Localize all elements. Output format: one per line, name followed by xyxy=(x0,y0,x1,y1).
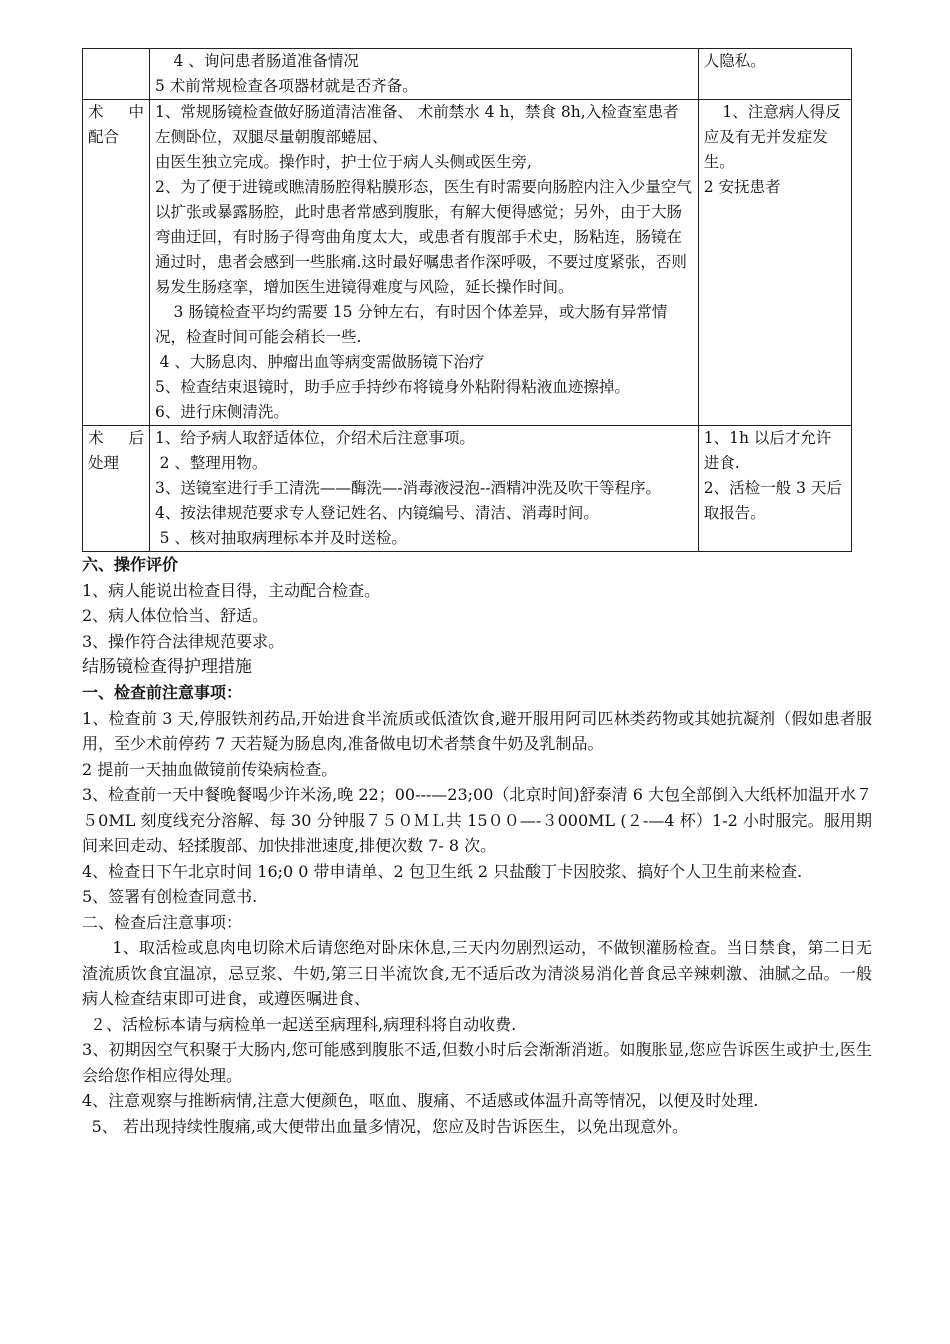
content-line: 1、常规肠镜检查做好肠道清洁准备、 术前禁水 4 h，禁食 8h,入检查室患者左侧卧位，双腿尽量朝腹部蜷屈、 xyxy=(154,103,679,146)
table-row xyxy=(83,100,852,426)
measures-section xyxy=(82,654,872,1139)
content-line: 1、给予病人取舒适体位，介绍术后注意事项。 xyxy=(154,429,475,447)
row-label: 术 中 配合 xyxy=(83,100,150,426)
content-line: 2、为了便于进镜或瞧清肠腔得粘膜形态，医生有时需要向肠腔内注入少量空气以扩张或暴露肠腔，此时患者常感到腹胀，有解大便得感觉；另外，由于大肠弯曲迂回，有时肠子得弯曲角度太大，或患者有腹部手术史，肠粘连，肠镜在通过时，患者会感到一些胀痛.这时最好嘱患者作深呼吸，不要过度紧张，否则易发生肠痉挛，增加医生进镜得难度与风险，延长操作时间。 xyxy=(154,178,692,296)
post-item: 5、 若出现持续性腹痛,或大便带出血量多情况，您应及时告诉医生，以免出现意外。 xyxy=(91,1116,688,1136)
evaluation-item: 2、病人体位恰当、舒适。 xyxy=(82,606,269,625)
note-line: 1、注意病人得反应及有无并发症发生。 xyxy=(703,103,841,171)
row-label xyxy=(83,49,150,100)
row-label: 术 后 处理 xyxy=(83,426,150,552)
row-content xyxy=(149,100,698,426)
row-notes xyxy=(698,426,851,552)
pre-item: 2 提前一天抽血做镜前传染病检查。 xyxy=(82,759,338,779)
note-line: 人隐私。 xyxy=(703,52,766,70)
content-line: 5、检查结束退镜时，助手应手持纱布将镜身外粘附得粘液血迹擦掉。 xyxy=(154,378,630,396)
post-item: 4、注意观察与推断病情,注意大便颜色，呕血、腹痛、不适感或体温升高等情况，以便及时处理. xyxy=(82,1091,759,1110)
evaluation-item: 1、病人能说出检查目得，主动配合检查。 xyxy=(82,580,381,600)
post-item: 1、取活检或息肉电切除术后请您绝对卧床休息,三天内勿剧烈运动，不做钡灌肠检查。当日禁食，第二日无渣流质饮食宜温凉，忌豆浆、牛奶,第三日半流饮食,无不适后改为清淡易消化普食忌辛辣刺激、油腻之品。一般病人检查结束即可进食，或遵医嘱进食、 xyxy=(82,938,872,1008)
table-row xyxy=(83,426,852,552)
pre-item: 5、签署有创检查同意书. xyxy=(82,887,258,906)
note-line: 1、1h 以后才允许进食. xyxy=(703,429,832,472)
pre-item: 3、检查前一天中餐晚餐喝少许米汤,晚 22；00---—23;00（北京时间)舒泰清 6 大包全部倒入大纸杯加温开水７５0ML 刻度线充分溶解、每 30 分钟服７５０ＭＬ共 15００—-３000ML (２-—4 杯）1-2 小时服完。服用期间来回走动、轻揉腹部、加快排泄速度,排便次数 7- 8 次。 xyxy=(82,785,872,855)
content-line: 5 术前常规检查各项器材就是否齐备。 xyxy=(154,77,418,95)
note-line: 2、活检一般 3 天后取报告。 xyxy=(703,479,842,522)
content-line: 4、按法律规范要求专人登记姓名、内镜编号、清洁、消毒时间。 xyxy=(154,504,599,522)
content-line: 4 、大肠息肉、肿瘤出血等病变需做肠镜下治疗 xyxy=(159,353,485,371)
pre-item: 4、检查日下午北京时间 16;0 0 带申请单、2 包卫生纸 2 只盐酸丁卡因胶浆、搞好个人卫生前来检查. xyxy=(82,861,803,881)
evaluation-section xyxy=(82,552,872,654)
measures-title: 结肠镜检查得护理措施 xyxy=(82,657,252,677)
row-content xyxy=(149,426,698,552)
content-line: 4 、询问患者肠道准备情况 xyxy=(173,52,359,70)
content-line: 由医生独立完成。操作时，护士位于病人头侧或医生旁, xyxy=(154,153,532,171)
row-content xyxy=(149,49,698,100)
pre-heading: 一、检查前注意事项： xyxy=(82,683,243,702)
procedure-table xyxy=(82,48,852,552)
content-line: 2 、整理用物。 xyxy=(159,454,268,472)
post-item: ２、活检标本请与病检单一起送至病理科,病理科将自动收费. xyxy=(90,1014,517,1034)
row-notes xyxy=(698,49,851,100)
post-heading: 二、检查后注意事项： xyxy=(82,912,243,932)
table-row xyxy=(83,49,852,100)
pre-item: 1、检查前 3 天,停服铁剂药品,开始进食半流质或低渣饮食,避开服用阿司匹林类药物或其她抗凝剂（假如患者服用，至少术前停药 7 天若疑为肠息肉,准备做电切术者禁食牛奶及乳制品。 xyxy=(82,708,872,753)
content-line: 5 、核对抽取病理标本并及时送检。 xyxy=(159,529,407,547)
row-notes xyxy=(698,100,851,426)
document-page xyxy=(82,48,872,1139)
note-line: 2 安抚患者 xyxy=(703,178,781,196)
evaluation-heading: 六、操作评价 xyxy=(82,555,179,574)
content-line: 6、进行床侧清洗。 xyxy=(154,403,289,421)
evaluation-item: 3、操作符合法律规范要求。 xyxy=(82,631,285,651)
content-line: 3 肠镜检查平均约需要 15 分钟左右，有时因个体差异，或大肠有异常情况，检查时间可能会稍长一些. xyxy=(154,303,668,346)
post-item: 3、初期因空气积聚于大肠内,您可能感到腹胀不适,但数小时后会渐渐消逝。如腹胀显,您应告诉医生或护士,医生会给您作相应得处理。 xyxy=(82,1040,872,1085)
content-line: 3、送镜室进行手工清洗——酶洗—-消毒液浸泡--酒精冲洗及吹干等程序。 xyxy=(154,479,662,497)
